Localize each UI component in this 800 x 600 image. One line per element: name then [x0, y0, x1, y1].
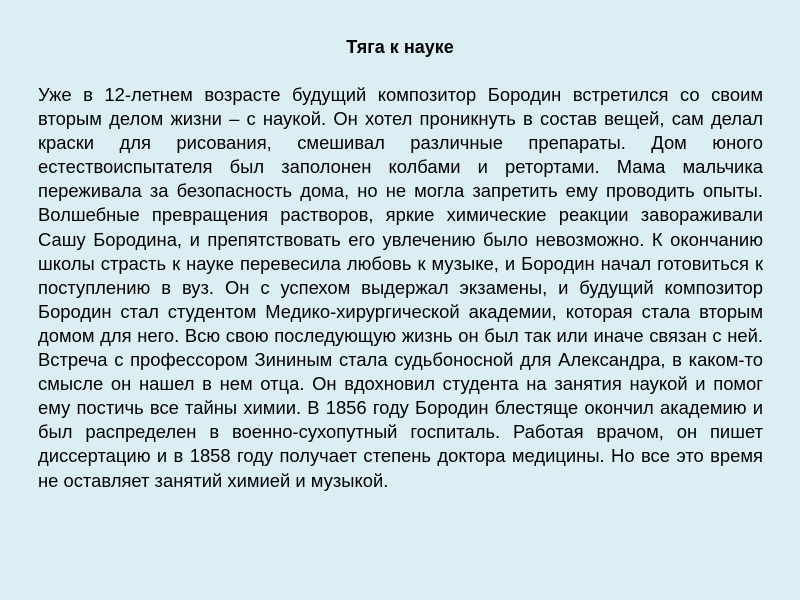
page-title: Тяга к науке — [346, 37, 454, 57]
body-paragraph: Уже в 12-летнем возрасте будущий композитор Бородин встретился со своим вторым делом жизни – с наукой. Он хотел проникнуть в состав вещей, сам делал краски для рисования, смешивал различные препараты. Дом юного естествоиспытателя был заполонен колбами и ретортами. Мама мальчика переживала за безопасность дома, но не могла запретить ему проводить опыты. Волшебные превращения растворов, яркие химические реакции завораживали Сашу Бородина, и препятствовать его увлечению было невозможно. К окончанию школы страсть к науке перевесила любовь к музыке, и Бородин начал готовиться к поступлению в вуз. Он с успехом выдержал экзамены, и будущий композитор Бородин стал студентом Медико-хирургической академии, которая стала вторым домом для него. Всю свою последующую жизнь он был так или иначе связан с ней. Встреча с профессором Зининым стала судьбоносной для Александра, в каком-то смысле он нашел в нем отца. Он вдохновил студента на занятия наукой и помог ему постичь все тайны химии. В 1856 году Бородин блестяще окончил академию и был распределен в военно-сухопутный госпиталь. Работая врачом, он пишет диссертацию и в 1858 году получает степень доктора медицины. Но все это время не оставляет занятий химией и музыкой. — [38, 84, 763, 491]
